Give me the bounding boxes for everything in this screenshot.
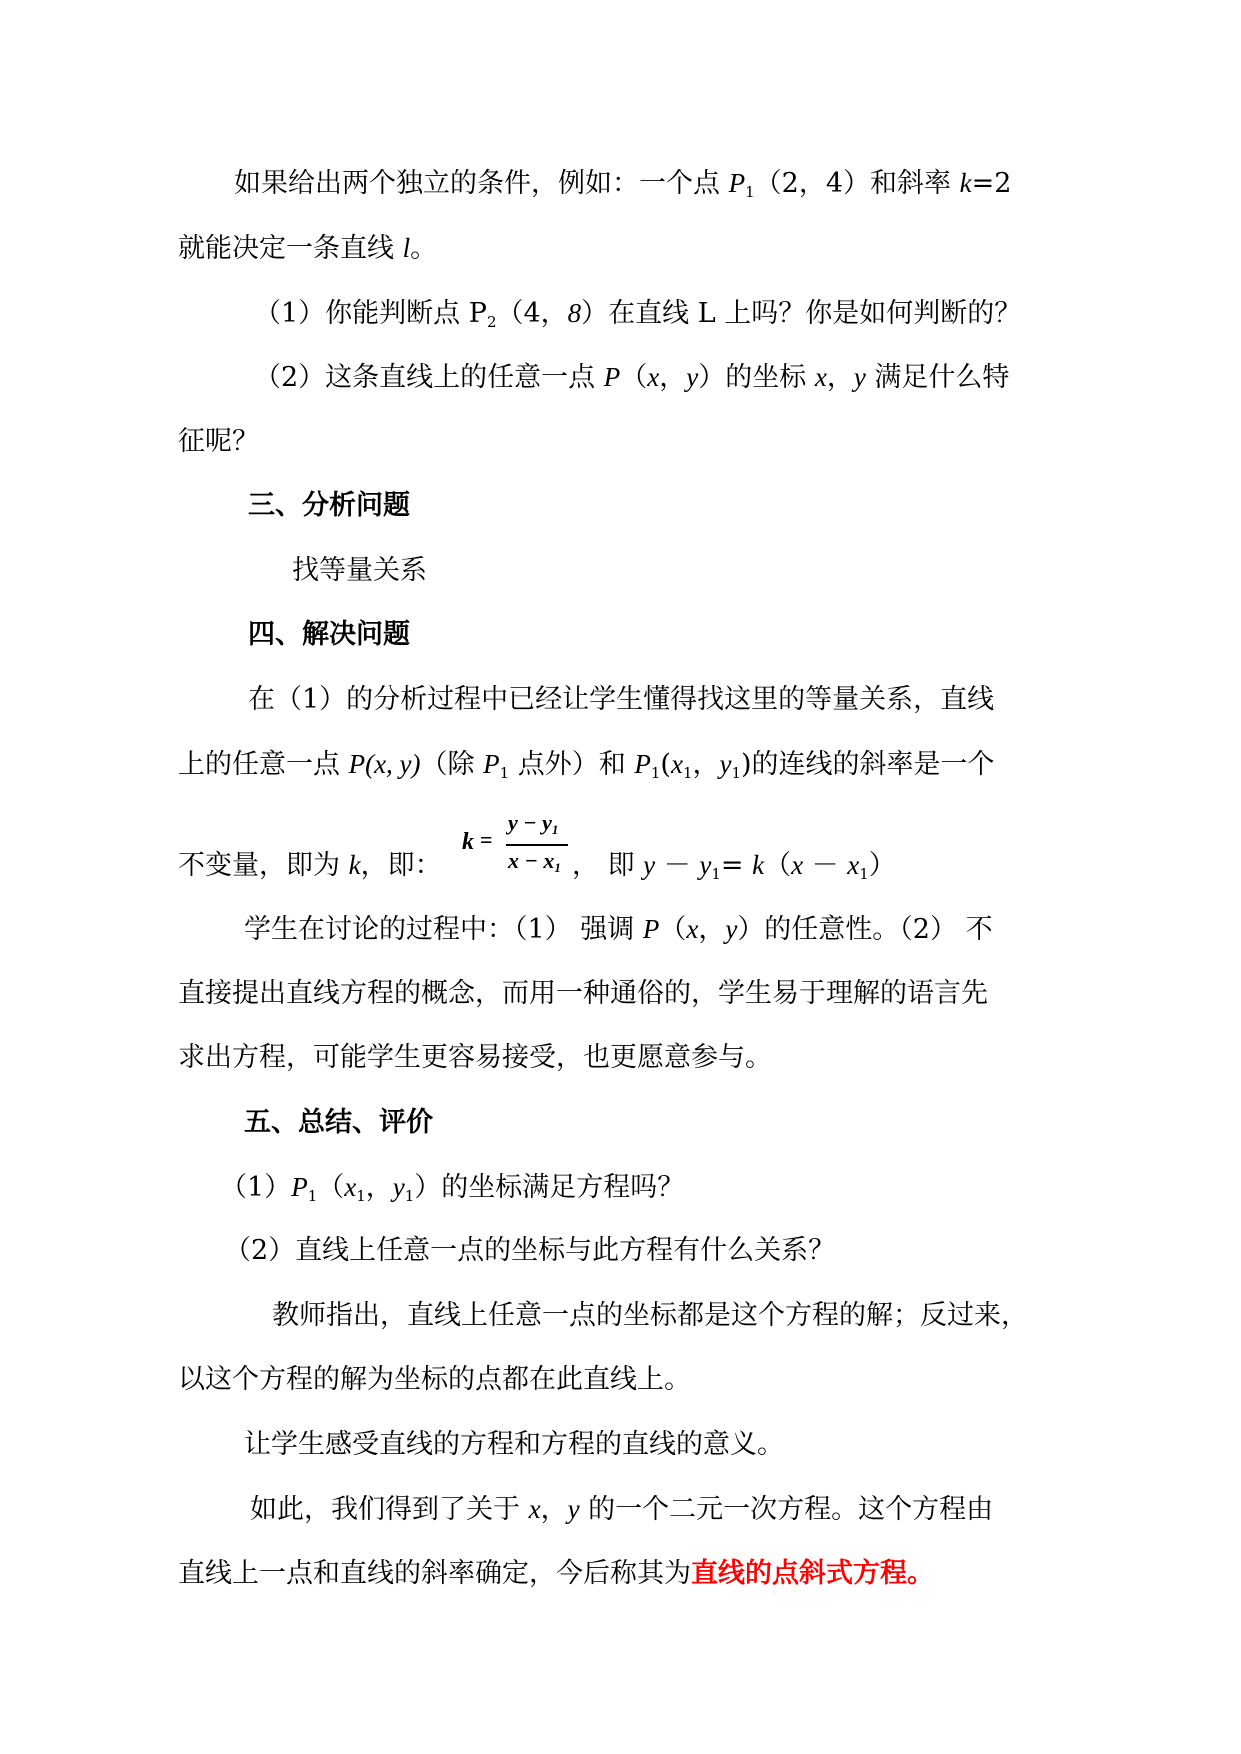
section-4-line-5: 直接提出直线方程的概念，而用一种通俗的，学生易于理解的语言先 bbox=[178, 978, 988, 1009]
section-4-line-4: 学生在讨论的过程中：（1） 强调 P（x，y）的任意性。（2） 不 bbox=[244, 914, 993, 945]
formula-k: k bbox=[462, 829, 474, 855]
section-3-text: 找等量关系 bbox=[292, 555, 427, 586]
section-5-line-7: 直线上一点和直线的斜率确定，今后称其为直线的点斜式方程。 bbox=[178, 1558, 934, 1589]
section-4-line-3: 不变量，即为 k，即： bbox=[178, 850, 442, 881]
section-4-line-1: 在（1）的分析过程中已经让学生懂得找这里的等量关系，直线 bbox=[248, 684, 995, 715]
paragraph-line-2: 就能决定一条直线 l。 bbox=[178, 233, 438, 264]
section-heading-3: 三、分析问题 bbox=[248, 490, 410, 521]
slope-formula bbox=[458, 810, 568, 880]
question-2-continued: 征呢？ bbox=[178, 426, 259, 457]
fraction-bar bbox=[506, 844, 568, 846]
formula-equals: = bbox=[480, 827, 493, 852]
point-slope-equation: ， 即 $y - y_1= k(x - x_1)$ bbox=[572, 850, 896, 883]
section-heading-4: 四、解决问题 bbox=[248, 619, 410, 650]
section-5-line-5: 让学生感受直线的方程和方程的直线的意义。 bbox=[244, 1429, 784, 1460]
section-5-question-2: （2）直线上任意一点的坐标与此方程有什么关系？ bbox=[224, 1235, 836, 1266]
section-4-line-6: 求出方程，可能学生更容易接受，也更愿意参与。 bbox=[178, 1042, 772, 1073]
section-5-question-1: $(1)P_1(x_1$，$y_1$）的坐标满足方程吗？ bbox=[220, 1172, 685, 1205]
formula-denominator: $x - x_1$ bbox=[508, 848, 561, 875]
section-5-line-6: 如此，我们得到了关于 x，y 的一个二元一次方程。这个方程由 bbox=[250, 1494, 994, 1525]
highlighted-term: 直线的点斜式方程。 bbox=[691, 1558, 934, 1589]
formula-numerator: $y - y_1$ bbox=[508, 810, 559, 837]
section-5-line-4: 以这个方程的解为坐标的点都在此直线上。 bbox=[178, 1364, 691, 1395]
section-4-line-2: 上的任意一点 P(x, y)（除 $P_1$ 点外）和 $P_1(x_1$，$y_1$)的连线的斜率是一个 bbox=[178, 749, 995, 782]
question-1: （1）你能判断点 $P_2(4$，8）在直线 L 上吗？你是如何判断的？ bbox=[254, 298, 1022, 331]
section-5-line-3: 教师指出，直线上任意一点的坐标都是这个方程的解；反过来， bbox=[272, 1300, 1028, 1331]
section-heading-5: 五、总结、评价 bbox=[244, 1107, 433, 1138]
question-2: （2）这条直线上的任意一点 P（x，y）的坐标 x，y 满足什么特 bbox=[254, 362, 1010, 393]
paragraph-line-1: 如果给出两个独立的条件，例如：一个点 $P_1(2$，4）和斜率 k=2 bbox=[234, 168, 1012, 201]
